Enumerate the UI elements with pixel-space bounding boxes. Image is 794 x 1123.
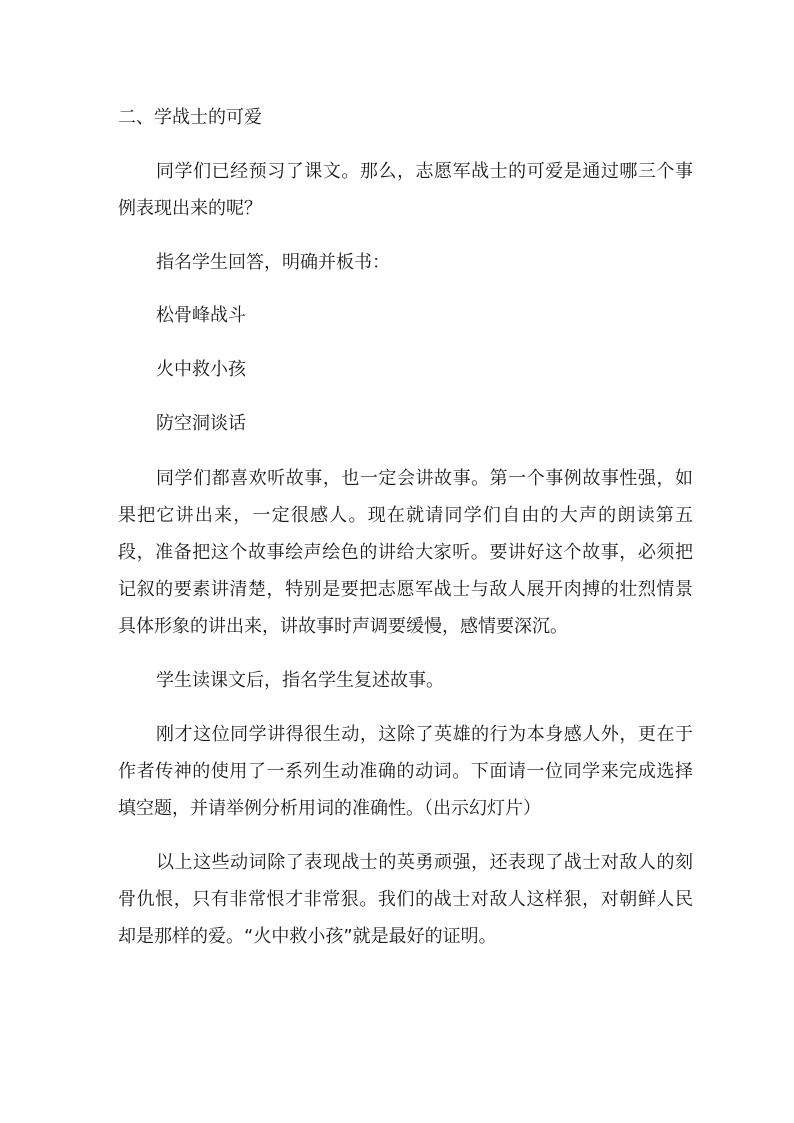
paragraph-question: 同学们已经预习了课文。那么，志愿军战士的可爱是通过哪三个事例表现出来的呢？: [118, 161, 693, 219]
board-item-3: 防空洞谈话: [156, 413, 246, 434]
paragraph-retell: 学生读课文后，指名学生复述故事。: [156, 670, 444, 691]
paragraph-conclusion: 以上这些动词除了表现战士的英勇顽强，还表现了战士对敌人的刻骨仇恨，只有非常恨才非常狠。我们的战士对敌人这样狠，对朝鲜人民却是那样的爱。“火中救小孩”就是最好的证明。: [118, 852, 693, 947]
paragraph-storytelling: 同学们都喜欢听故事，也一定会讲故事。第一个事例故事性强，如果把它讲出来，一定很感人。现在就请同学们自由的大声的朗读第五段，准备把这个故事绘声绘色的讲给大家听。要讲好这个故事，必须把记叙的要素讲清楚，特别是要把志愿军战士与敌人展开肉搏的壮烈情景具体形象的讲出来，讲故事时声调要缓慢，感情要深沉。: [118, 468, 693, 637]
board-item-1: 松骨峰战斗: [156, 305, 246, 326]
document-body: [118, 100, 693, 972]
paragraph-verbs: 刚才这位同学讲得很生动，这除了英雄的行为本身感人外，更在于作者传神的使用了一系列生动准确的动词。下面请一位同学来完成选择填空题，并请举例分析用词的准确性。（出示幻灯片）: [118, 724, 693, 819]
board-item-2: 火中救小孩: [156, 359, 246, 380]
paragraph-instruction: 指名学生回答，明确并板书：: [156, 252, 390, 273]
section-heading: 二、学战士的可爱: [118, 107, 262, 128]
